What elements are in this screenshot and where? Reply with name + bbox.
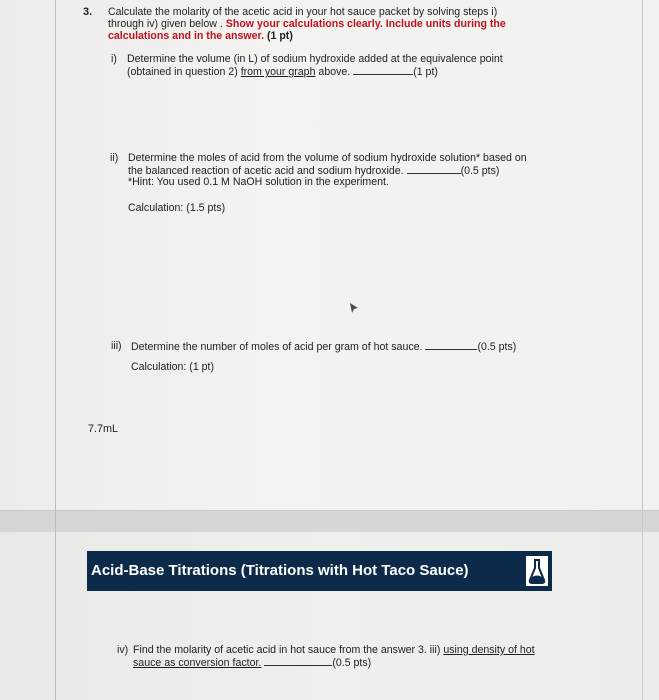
part-iv-underlined: using density of hot	[443, 644, 535, 656]
intro-emphasis: Show your calculations clearly. Include units during the	[225, 18, 506, 30]
part-i-underlined: from your graph	[240, 66, 316, 78]
question-intro-line3	[108, 30, 293, 43]
part-iv-underlined-2: sauce as conversion factor.	[133, 657, 262, 669]
part-iv-line2	[133, 656, 371, 670]
part-ii-points: (0.5 pts)	[460, 165, 500, 177]
part-iii-text: Determine the number of moles of acid per gram of hot sauce.	[131, 341, 423, 353]
page-edge-left	[55, 0, 56, 700]
part-i-line1: Determine the volume (in L) of sodium hydroxide added at the equivalence point	[127, 53, 503, 65]
part-ii-hint: *Hint: You used 0.1 M NaOH solution in the experiment.	[128, 176, 389, 188]
page-divider	[0, 510, 659, 533]
banner-title: Acid-Base Titrations (Titrations with Hot Taco Sauce)	[91, 562, 469, 579]
part-ii-calculation-label: Calculation: (1.5 pts)	[128, 202, 226, 214]
part-iii-calculation-label: Calculation: (1 pt)	[131, 361, 215, 373]
intro-text: through iv) given below .	[108, 18, 223, 30]
part-ii-line1: Determine the moles of acid from the volume of sodium hydroxide solution* based on	[128, 152, 527, 164]
section-banner	[87, 551, 552, 591]
part-iv-line1	[133, 644, 535, 657]
part-iv-marker: iv)	[117, 644, 129, 656]
page-edge-right	[642, 0, 643, 700]
part-iv-text: Find the molarity of acetic acid in hot sauce from the answer 3. iii)	[133, 644, 441, 656]
part-i-text-2: above.	[318, 66, 351, 78]
part-ii-marker: ii)	[110, 152, 119, 164]
question-intro-line1: Calculate the molarity of the acetic acid in your hot sauce packet by solving steps i)	[108, 6, 498, 18]
typed-answer[interactable]: 7.7mL	[88, 423, 119, 435]
part-i-answer-line[interactable]	[353, 65, 413, 75]
part-iii-points: (0.5 pts)	[477, 341, 517, 353]
part-iv-answer-line[interactable]	[264, 656, 332, 666]
intro-emphasis-2: calculations and in the answer.	[108, 30, 265, 42]
part-ii-answer-line[interactable]	[407, 164, 461, 174]
part-iii-marker: iii)	[111, 340, 122, 352]
intro-points: (1 pt)	[266, 30, 293, 42]
question-number: 3.	[83, 6, 93, 18]
part-i-points: (1 pt)	[413, 66, 438, 78]
question-intro-line2	[108, 18, 506, 31]
part-iv-points: (0.5 pts)	[332, 657, 372, 669]
part-ii-text: the balanced reaction of acetic acid and sodium hydroxide.	[128, 165, 404, 177]
part-iii-answer-line[interactable]	[425, 340, 477, 350]
part-iii-line1	[131, 340, 516, 354]
flask-icon	[526, 556, 548, 586]
part-i-marker: i)	[111, 53, 117, 65]
mouse-cursor-icon	[349, 302, 359, 314]
part-i-line2	[127, 65, 438, 79]
part-i-text: (obtained in question 2)	[127, 66, 238, 78]
